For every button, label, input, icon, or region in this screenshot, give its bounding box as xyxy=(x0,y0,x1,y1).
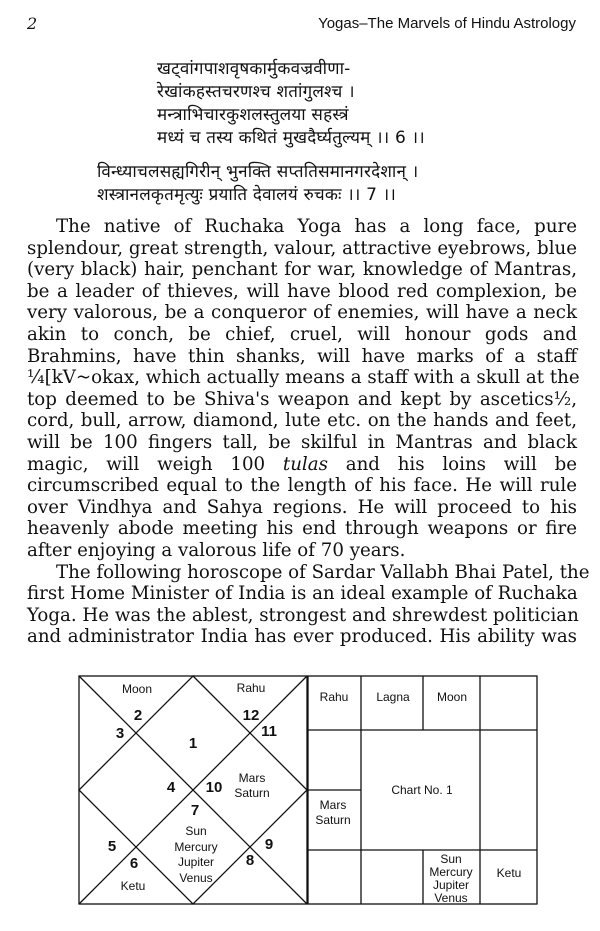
house-number: 6 xyxy=(129,855,139,872)
house-number: 3 xyxy=(115,725,125,742)
text-line: after enjoying a valorous life of 70 years. xyxy=(27,539,406,561)
sanskrit-verse-line: मध्यं च तस्य कथितं मुखदैर्घ्यतुल्यम् ।। 6 ।। xyxy=(157,128,425,148)
house-number: 9 xyxy=(264,836,274,853)
planet-mars-label: Mars xyxy=(238,771,266,785)
house-number: 5 xyxy=(107,838,117,855)
text-line: very valorous, be a conqueror of enemies, will have a neck xyxy=(27,302,577,324)
house-number: 8 xyxy=(245,852,255,869)
text-line: heavenly abode meeting his end through weapons or fire xyxy=(27,518,577,540)
house-number: 4 xyxy=(166,779,176,796)
house-number: 7 xyxy=(190,802,200,819)
house-number: 10 xyxy=(205,779,223,796)
north-indian-chart xyxy=(79,676,307,904)
cell-mars-label: Mars xyxy=(319,798,347,812)
cell-saturn-label: Saturn xyxy=(315,813,351,827)
page-number: 2 xyxy=(27,14,38,33)
sanskrit-verse-line: खट्वांगपाशवृषकार्मुकवज्रवीणा- xyxy=(157,59,351,79)
planet-ketu-label: Ketu xyxy=(120,879,146,893)
text-line: Yoga. He was the ablest, strongest and shrewdest politician xyxy=(27,604,579,626)
sanskrit-verse-line: मन्त्राभिचारकुशलस्तुलया सहस्त्रं xyxy=(157,105,349,125)
text-line: over Vindhya and Sahya regions. He will proceed to his xyxy=(27,496,577,518)
cell-ketu-label: Ketu xyxy=(496,866,522,880)
running-title: Yogas–The Marvels of Hindu Astrology xyxy=(318,15,576,32)
cell-sun-label: Sun xyxy=(440,852,462,866)
text-line: cord, bull, arrow, diamond, lute etc. on the hands and feet, xyxy=(27,410,577,432)
sanskrit-verse-line: विन्ध्याचलसह्यगिरीन् भुनक्ति सप्ततिसमानगरदेशान् । xyxy=(97,162,419,182)
text-line: magic, will weigh 100 tulas and his loins will be xyxy=(27,453,577,475)
text-line: (very black) hair, penchant for war, knowledge of Mantras, xyxy=(27,259,577,281)
text-line: and administrator India has ever produced. His ability was xyxy=(27,626,577,648)
planet-saturn-label: Saturn xyxy=(234,786,270,800)
cell-mercury-label: Mercury xyxy=(429,865,473,879)
planet-mercury-label: Mercury xyxy=(174,840,218,854)
cell-lagna-label: Lagna xyxy=(376,690,410,704)
planet-rahu-label: Rahu xyxy=(236,681,266,695)
text-line: top deemed to be Shiva's weapon and kept by ascetics½, xyxy=(27,388,577,410)
text-line: The following horoscope of Sardar Vallabh Bhai Patel, the xyxy=(56,561,590,583)
text-line: splendour, great strength, valour, attractive eyebrows, blue xyxy=(27,237,577,259)
house-number: 1 xyxy=(188,735,198,752)
text-line: will be 100 fingers tall, be skilful in Mantras and black xyxy=(27,431,577,453)
planet-jupiter-label: Jupiter xyxy=(177,855,215,869)
text-line: ¼[kV~okax, which actually means a staff with a skull at the xyxy=(27,367,580,389)
text-line: be a leader of thieves, will have blood red complexion, be xyxy=(27,280,577,302)
south-chart-title: Chart No. 1 xyxy=(391,783,453,797)
house-number: 11 xyxy=(261,723,277,740)
planet-venus-label: Venus xyxy=(179,871,213,885)
sanskrit-verse-line: रेखांकहस्तचरणश्च शतांगुलश्च । xyxy=(157,82,355,102)
cell-venus-label: Venus xyxy=(434,891,468,905)
cell-jupiter-label: Jupiter xyxy=(432,878,470,892)
planet-sun-label: Sun xyxy=(185,824,207,838)
text-line: The native of Ruchaka Yoga has a long face, pure xyxy=(56,216,577,237)
cell-rahu-label: Rahu xyxy=(319,690,349,704)
text-line: akin to conch, be chief, cruel, will honour gods and xyxy=(27,323,577,345)
house-number: 12 xyxy=(242,707,260,724)
sanskrit-verse-line: शस्त्रानलकृतमृत्युः प्रयाति देवालयं रुचकः ।। 7 ।। xyxy=(97,185,397,205)
house-number: 2 xyxy=(133,707,143,724)
text-line: Brahmins, have thin shanks, will have marks of a staff xyxy=(27,345,577,367)
planet-moon-label: Moon xyxy=(121,682,153,696)
cell-moon-label: Moon xyxy=(436,690,468,704)
text-line: first Home Minister of India is an ideal example of Ruchaka xyxy=(27,583,578,605)
text-line: circumscribed equal to the length of his face. He will rule xyxy=(27,475,577,497)
